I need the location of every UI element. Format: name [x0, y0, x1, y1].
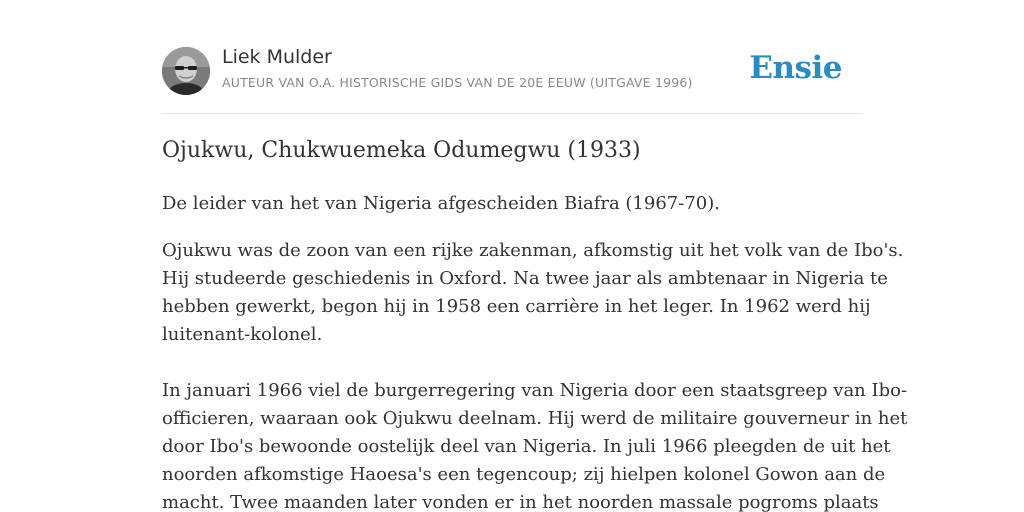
- paragraph-line: hebben gewerkt, begon hij in 1958 een carrière in het leger. In 1962 werd hij: [162, 296, 871, 317]
- paragraph-line: officieren, waaraan ook Ojukwu deelnam. Hij werd de militaire gouverneur in het: [162, 408, 908, 429]
- author-name[interactable]: Liek Mulder: [222, 46, 332, 68]
- paragraph-line: luitenant-kolonel.: [162, 324, 323, 345]
- paragraph-line: In januari 1966 viel de burgerregering van Nigeria door een staatsgreep van Ibo-: [162, 380, 908, 401]
- author-photo-icon: [162, 47, 210, 95]
- article-paragraph-1: [162, 237, 904, 349]
- author-subtitle: AUTEUR VAN O.A. HISTORISCHE GIDS VAN DE 20E EEUW (UITGAVE 1996): [222, 75, 693, 90]
- paragraph-line: Hij studeerde geschiedenis in Oxford. Na twee jaar als ambtenaar in Nigeria te: [162, 268, 888, 289]
- author-header: [162, 46, 862, 96]
- ensie-logo[interactable]: Ensie: [749, 50, 842, 86]
- paragraph-line: macht. Twee maanden later vonden er in het noorden massale pogroms plaats: [162, 492, 879, 512]
- paragraph-line: noorden afkomstige Haoesa's een tegencoup; zij hielpen kolonel Gowon aan de: [162, 464, 886, 485]
- article-title: Ojukwu, Chukwuemeka Odumegwu (1933): [162, 138, 641, 163]
- paragraph-line: door Ibo's bewoonde oostelijk deel van Nigeria. In juli 1966 pleegden de uit het: [162, 436, 891, 457]
- paragraph-line: Ojukwu was de zoon van een rijke zakenman, afkomstig uit het volk van de Ibo's.: [162, 240, 904, 261]
- header-divider: [162, 113, 862, 114]
- article-lead: De leider van het van Nigeria afgescheiden Biafra (1967-70).: [162, 193, 720, 214]
- article-paragraph-2: [162, 377, 908, 512]
- avatar[interactable]: [162, 47, 210, 95]
